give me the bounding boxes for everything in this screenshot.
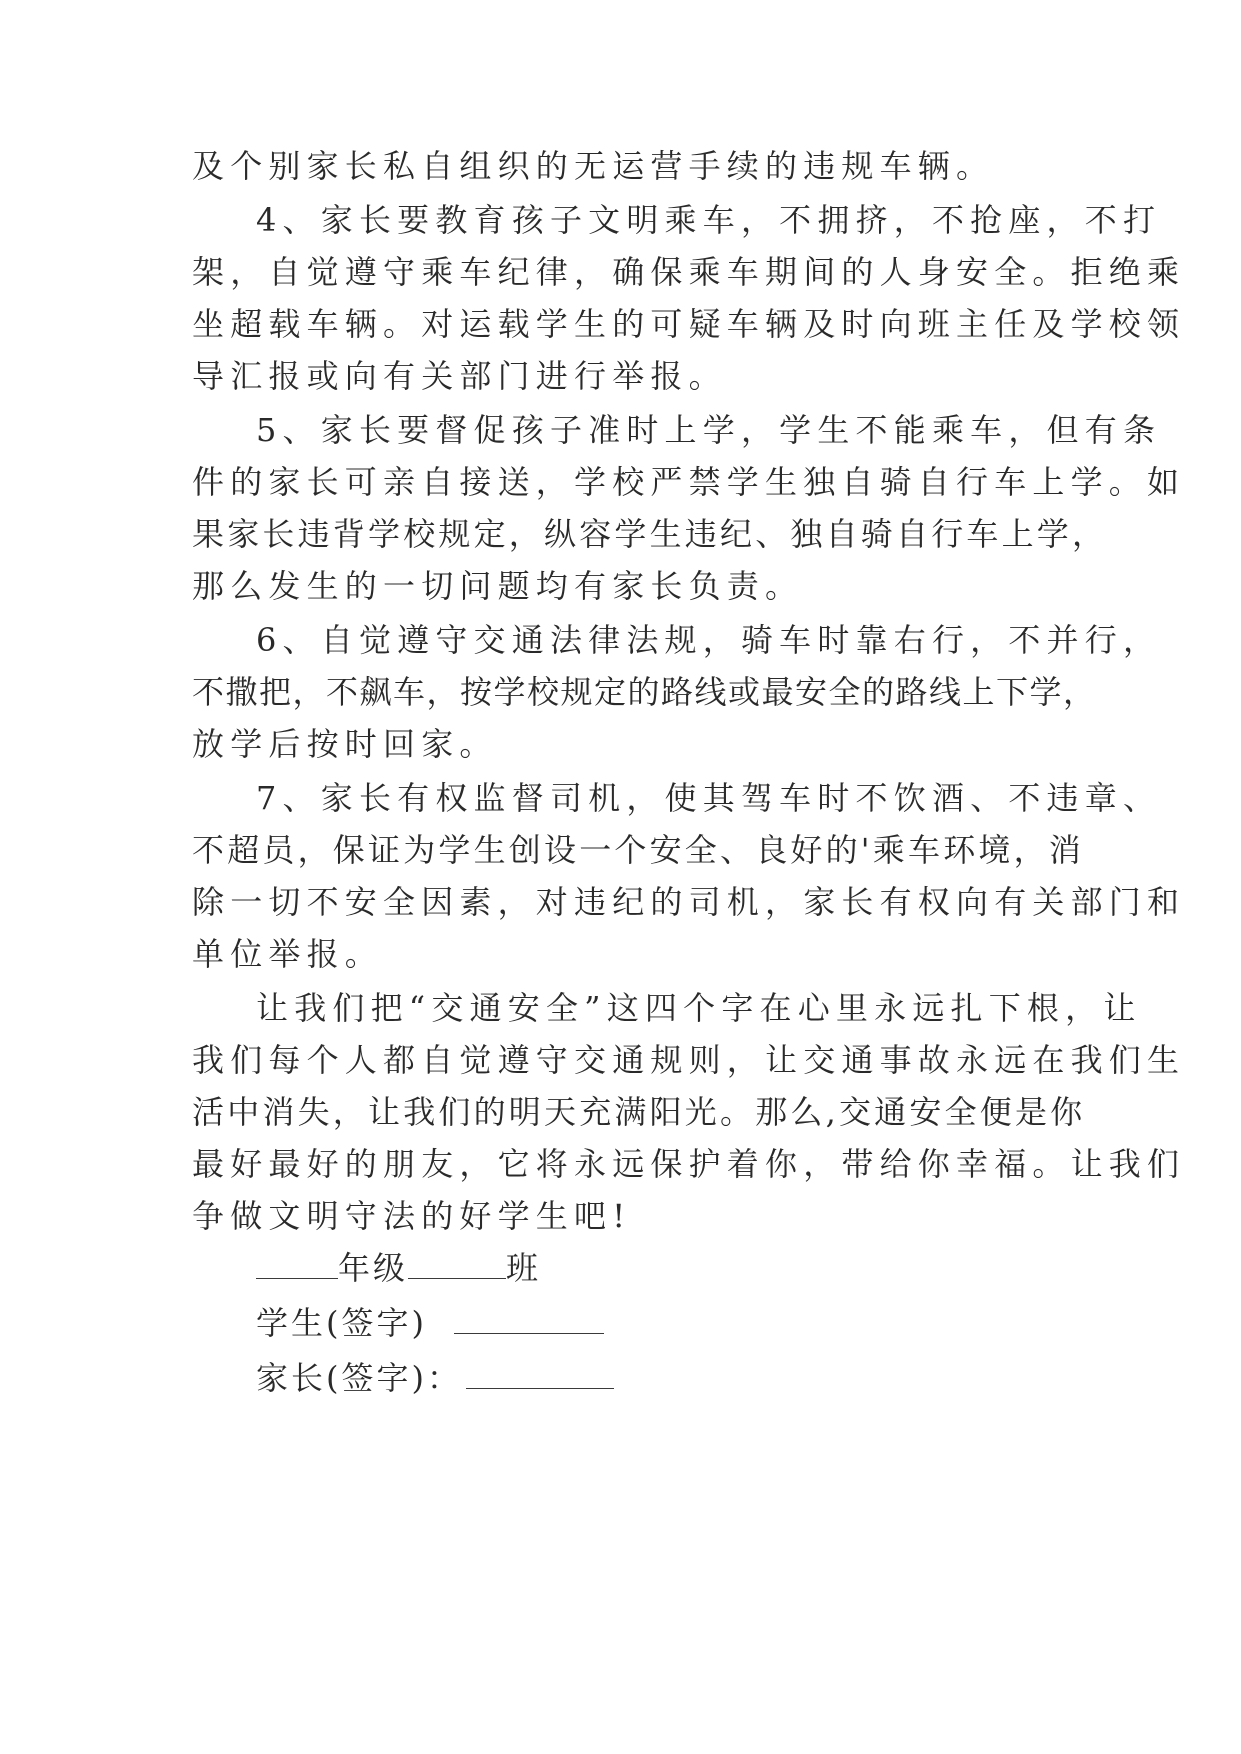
- student-signature-blank[interactable]: [454, 1305, 604, 1334]
- text-line: 不撒把，不飙车，按学校规定的路线或最安全的路线上下学，: [192, 673, 1097, 711]
- parent-signature-label: 家长(签字)：: [256, 1359, 462, 1397]
- text-line: 架，自觉遵守乘车纪律，确保乘车期间的人身安全。拒绝乘: [192, 253, 1186, 291]
- grade-class-row: [256, 1248, 541, 1288]
- text-line: 果家长违背学校规定，纵容学生违纪、独自骑自行车上学，: [192, 515, 1108, 553]
- text-line: 及个别家长私自组织的无运营手续的违规车辆。: [192, 147, 995, 185]
- grade-label: 年级: [338, 1249, 409, 1287]
- grade-blank[interactable]: [256, 1250, 338, 1279]
- text-line: 放学后按时回家。: [192, 725, 498, 763]
- text-line-item-5: 5、家长要督促孩子准时上学，学生不能乘车，但有条: [256, 411, 1162, 449]
- text-line: 那么发生的一切问题均有家长负责。: [192, 567, 804, 605]
- text-line: 单位举报。: [192, 935, 384, 973]
- text-line: 件的家长可亲自接送，学校严禁学生独自骑自行车上学。如: [192, 463, 1186, 501]
- text-line: 争做文明守法的好学生吧!: [192, 1197, 632, 1235]
- class-label: 班: [506, 1249, 542, 1287]
- class-blank[interactable]: [408, 1250, 506, 1279]
- text-line: 活中消失，让我们的明天充满阳光。那么,交通安全便是你: [192, 1093, 1086, 1131]
- parent-signature-row: [256, 1358, 614, 1398]
- text-line: 不超员，保证为学生创设一个安全、良好的'乘车环境，消: [192, 831, 1084, 869]
- text-line-closing: 让我们把“交通安全”这四个字在心里永远扎下根，让: [256, 989, 1142, 1027]
- text-line-item-4: 4、家长要教育孩子文明乘车，不拥挤，不抢座，不打: [256, 201, 1162, 239]
- text-line: 坐超载车辆。对运载学生的可疑车辆及时向班主任及学校领: [192, 305, 1186, 343]
- student-signature-row: [256, 1303, 604, 1343]
- student-signature-label: 学生(签字): [256, 1304, 427, 1342]
- parent-signature-blank[interactable]: [466, 1360, 614, 1389]
- text-line: 导汇报或向有关部门进行举报。: [192, 357, 727, 395]
- text-line-item-6: 6、自觉遵守交通法律法规，骑车时靠右行，不并行，: [256, 621, 1162, 659]
- text-line-item-7: 7、家长有权监督司机，使其驾车时不饮酒、不违章、: [256, 779, 1162, 817]
- text-line: 最好最好的朋友，它将永远保护着你，带给你幸福。让我们: [192, 1145, 1186, 1183]
- text-line: 除一切不安全因素，对违纪的司机，家长有权向有关部门和: [192, 883, 1186, 921]
- text-line: 我们每个人都自觉遵守交通规则，让交通事故永远在我们生: [192, 1041, 1186, 1079]
